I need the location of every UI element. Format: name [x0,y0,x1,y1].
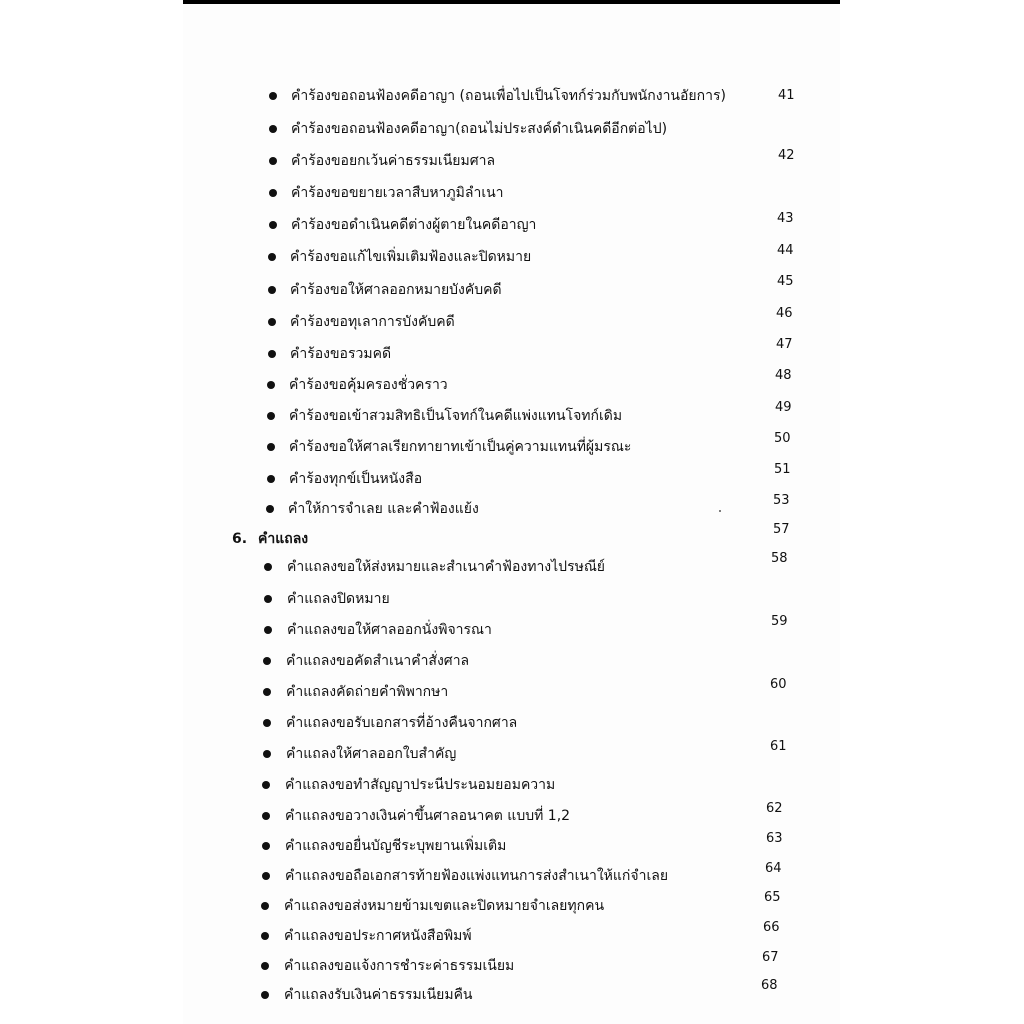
toc-entry-page: 46 [776,306,793,321]
stray-mark [719,510,721,512]
bullet-icon [264,626,272,634]
toc-entry-text: คำแถลงขอให้ศาลออกนั่งพิจารณา [287,622,492,638]
bullet-icon [264,563,272,571]
toc-entry-page: 49 [775,400,792,415]
toc-entry-page: 68 [761,978,778,993]
bullet-icon [261,962,269,970]
section-page: 57 [773,522,790,537]
toc-entry-text: คำแถลงให้ศาลออกใบสำคัญ [286,746,457,762]
toc-entry-text: คำแถลงคัดถ่ายคำพิพากษา [286,684,449,700]
toc-entry-text: คำแถลงรับเงินค่าธรรมเนียมคืน [284,987,473,1003]
toc-entry-text: คำให้การจำเลย และคำฟ้องแย้ง [288,501,479,517]
toc-entry-text: คำแถลงขอประกาศหนังสือพิมพ์ [284,928,472,944]
toc-entry-page: 65 [764,890,781,905]
toc-entry-text: คำแถลงปิดหมาย [287,591,390,607]
bullet-icon [268,286,276,294]
toc-entry-text: คำแถลงขอรับเอกสารที่อ้างคืนจากศาล [286,715,518,731]
section-number: 6. [232,531,248,547]
bullet-icon [266,505,274,513]
bullet-icon [268,350,276,358]
bullet-icon [268,318,276,326]
toc-entry-page: 58 [771,551,788,566]
toc-entry-page: 60 [770,677,787,692]
toc-entry-text: คำร้องขอแก้ไขเพิ่มเติมฟ้องและปิดหมาย [290,249,532,265]
toc-entry-page: 48 [775,368,792,383]
bullet-icon [269,221,277,229]
toc-entry-page: 67 [762,950,779,965]
toc-entry-text: คำร้องขอดำเนินคดีต่างผู้ตายในคดีอาญา [291,217,537,233]
toc-entry-text: คำร้องขอทุเลาการบังคับคดี [290,314,455,330]
toc-entry-text: คำแถลงขอยื่นบัญชีระบุพยานเพิ่มเติม [285,838,507,854]
toc-entry-text: คำร้องขอคุ้มครองชั่วคราว [289,377,448,393]
bullet-icon [262,781,270,789]
bullet-icon [267,412,275,420]
toc-entry-page: 44 [777,243,794,258]
toc-entry-text: คำร้องขอขยายเวลาสืบหาภูมิลำเนา [291,185,504,201]
bullet-icon [267,381,275,389]
toc-entry-text: คำร้องขอถอนฟ้องคดีอาญา(ถอนไม่ประสงค์ดำเนินคดีอีกต่อไป) [291,121,668,137]
toc-entry-page: 63 [766,831,783,846]
bullet-icon [261,902,269,910]
toc-entry-page: 41 [778,88,795,103]
bullet-icon [263,657,271,665]
toc-entry-page: 66 [763,920,780,935]
toc-entry-page: 47 [776,337,793,352]
toc-entry-page: 59 [771,614,788,629]
toc-entry-text: คำร้องขอรวมคดี [290,346,392,362]
bullet-icon [262,812,270,820]
toc-entry-page: 42 [778,148,795,163]
toc-entry-page: 53 [773,493,790,508]
bullet-icon [268,253,276,261]
toc-entry-text: คำแถลงขอส่งหมายข้ามเขตและปิดหมายจำเลยทุกคน [284,898,605,914]
toc-entry-text: คำแถลงขอแจ้งการชำระค่าธรรมเนียม [284,958,515,974]
toc-entry-text: คำแถลงขอทำสัญญาประนีประนอมยอมความ [285,777,556,793]
bullet-icon [261,932,269,940]
bullet-icon [263,719,271,727]
bullet-icon [262,842,270,850]
toc-entry-text: คำร้องขอให้ศาลออกหมายบังคับคดี [290,282,502,298]
toc-entry-text: คำร้องขอถอนฟ้องคดีอาญา (ถอนเพื่อไปเป็นโจทก์ร่วมกับพนักงานอัยการ) [291,88,726,104]
toc-entry-page: 51 [774,462,791,477]
bullet-icon [261,991,269,999]
toc-entry-text: คำแถลงขอวางเงินค่าขึ้นศาลอนาคต แบบที่ 1,2 [285,808,571,824]
toc-entry-page: 50 [774,431,791,446]
bullet-icon [269,157,277,165]
bullet-icon [269,189,277,197]
toc-entry-text: คำร้องขอให้ศาลเรียกทายาทเข้าเป็นคู่ความแทนที่ผู้มรณะ [289,439,632,455]
bullet-icon [264,595,272,603]
bullet-icon [269,92,277,100]
toc-entry-text: คำร้องขอเข้าสวมสิทธิเป็นโจทก์ในคดีแพ่งแทนโจทก์เดิม [289,408,623,424]
toc-entry-page: 62 [766,801,783,816]
bullet-icon [269,125,277,133]
bullet-icon [267,475,275,483]
section-title: คำแถลง [258,531,309,547]
toc-entry-page: 45 [777,274,794,289]
bullet-icon [263,750,271,758]
bullet-icon [267,443,275,451]
toc-entry-text: คำแถลงขอคัดสำเนาคำสั่งศาล [286,653,470,669]
toc-entry-text: คำร้องขอยกเว้นค่าธรรมเนียมศาล [291,153,496,169]
bullet-icon [262,872,270,880]
toc-entry-page: 61 [770,739,787,754]
toc-entry-page: 64 [765,861,782,876]
toc-entry-page: 43 [777,211,794,226]
toc-entry-text: คำแถลงขอให้ส่งหมายและสำเนาคำฟ้องทางไปรษณีย์ [287,559,606,575]
toc-entry-text: คำแถลงขอถือเอกสารท้ายฟ้องแพ่งแทนการส่งสำเนาให้แก่จำเลย [285,868,669,884]
bullet-icon [263,688,271,696]
toc-entry-text: คำร้องทุกข์เป็นหนังสือ [289,471,423,487]
